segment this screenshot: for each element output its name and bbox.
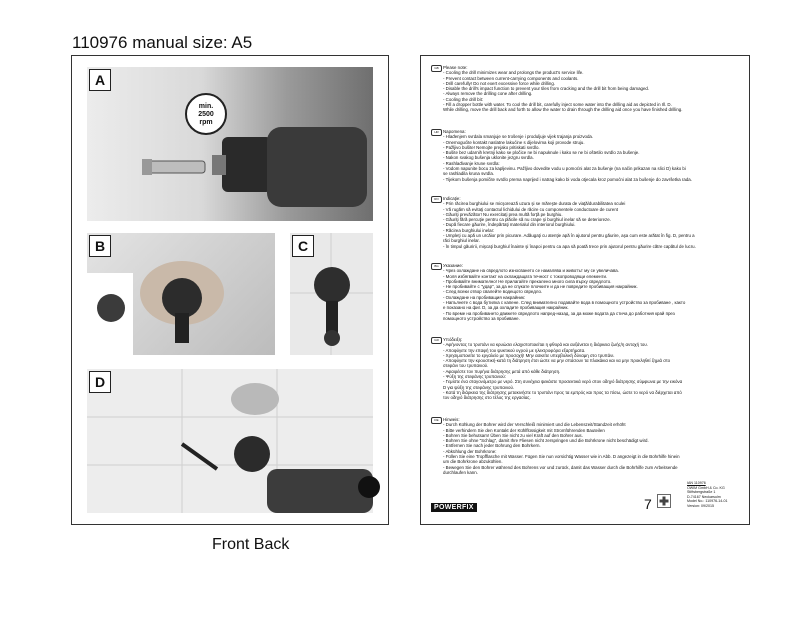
flag-bg-icon: BG: [431, 263, 442, 270]
panel-d-label: D: [89, 371, 111, 393]
photo-panel-d: [87, 369, 373, 513]
photo-panel-b: [87, 233, 275, 355]
swiss-cross-icon: [657, 494, 671, 508]
address-block: IAN 110976 OWIM GmbH & Co. KG Stiftsbergstraße 1 D-74167 Neckarsulm Model No.: 110976-14-01 Version: 09/2015: [687, 481, 728, 508]
drilling-with-water-illustration: [87, 369, 373, 513]
flag-gr-icon: GR: [431, 337, 442, 344]
photo-panel-a: [87, 67, 373, 221]
section-bg: BG Указание: - Чрез охлаждане на свредлото износването се намалява и животът му се увеличава. - Моля избягвайте контакт на охлаждащата течност с токопроводящи елементи. - Пробивайте внимателно! Не прилагайте прекалено много сила върху свредлото. - Не пробивайте с "удар", за да не спукате плочките и да не повредите пробиващия накрайник. - След всеки отвор свалейте водещото свредло. - Охлаждане на пробиващия накрайник: - Напълнете с вода бутилка с капене. След внимателно подавайте вода в помощното устройство за пробиване , както е показано на фиг. D, за да охладите пробиващия накрайник. - По време на пробиването движете свредлото напред-назад, за да може водата да стича до работния край през помощното устройство за пробиване.: [431, 263, 741, 321]
panel-c-label: C: [292, 235, 314, 257]
section-de: DE Hinweis: - Durch Kühlung der Bohrer wird der Verschleiß minimiert und die Lebenszeit/Standzeit erhöht - Bitte verhindern Sie den Kontakt der Kühlflüssigkeit mit Stromführenden Bauteilen - Bohren Sie behutsam! Üben Sie nicht zu viel Kraft auf den Bohrer aus. - Bohren Sie ohne "Schlag", damit Ihre Fliesen nicht zerspringen und die Bohrkrone nicht beschädigt wird. - Entfernen Sie nach jeder Bohrung den Bohrkern. - Abkühlung der Bohrkrone: - Füllen Sie eine Tropfflasche mit Wasser. Fügen Sie nun vorsichtig Wasser wie in Abb. D angezeigt in die Bohrhilfe hinein um die Bohrkrone abzukühlen. - Bewegen Sie den Bohrer während des Bohrens vor und zurück, damit das Wasser durch die Bohrhilfe zum Arbeitsende durchlaufen kann.: [431, 417, 741, 475]
page-title: 110976 manual size: A5: [72, 33, 253, 52]
flag-gb-icon: GB: [431, 65, 442, 72]
drilling-aid-illustration: [87, 233, 275, 355]
section-gr: GR Υπόδειξη: - Αφήνοντας το τρυπάνι να κρυώσει ελαχιστοποιείται η φθορά και αυξάνεται η διάρκεια ζωής/η αντοχή του. - Αποφύγετε την επαφή του ψυκτικού υγρού με ηλεκτροφόρα εξαρτήματα. - Χρησιμοποιείτε το εργαλείο με προσοχή! Μην ασκείτε υπερβολική δύναμη στο τρυπάνι. - Αποφύγετε την κρουστική-κατά τη διάτρηση έτσι ώστε να μην σπάσουν τα πλακάκια και να μην προκληθεί ζημιά στο στεφάνι του τρυπανιού. - Αφαιρέστε τον πυρήνα διάτρησης μετά από κάθε διάτρηση. - Ψύξη της στεφάνης τρυπανιού: - Γεμίστε ένα σταγονόμετρο με νερό. Στη συνέχεια ψεκάστε προσεκτικά νερό στον οδηγό διάτρησης σύμφωνα με την εικόνα D για ψύξη της στεφάνης τρυπανιού. - Κατά τη διάρκεια της διάτρησης μετακινήστε το τρυπάνι προς τα εμπρός και προς τα πίσω, ώστε το νερό να διέρχεται από τον οδηγό διάτρησης στο τέλος της εργασίας.: [431, 337, 741, 401]
section-hr: HR Napomena: - Hlađenjem svrdala smanjuje se trošenje i produljuje vijek trajanja proizvoda. - Onemogućite kontakt naslatne lakućine s dijelovima koji provode struju. - Pažljivo bušite! Nemojte prejako pritiskati svrdlo. - Bušite bez udarnih kretnji kako se pločice ne bi napuknule i kako se ne bi oštetilo svrdlo za bušenje. - Nakon svakog bušenja uklonite jezgru svrdla. - Rashlađivanje krune svrdla: - Vodom napunite bocu za kapljevinu. Pažljivo dovedite vodu u pomoćni alat za bušenje (na način prikazan na slici D) kako bi se rashladila kruna svrdla. - Tijekom bušenja pomičite svrdlo prema naprijed i natrag kako bi voda otjecala kroz pomoćni alat za bušenje do završetka rada.: [431, 129, 741, 182]
panel-a-label: A: [89, 69, 111, 91]
flag-de-icon: DE: [431, 417, 442, 424]
footer-label: Front Back: [212, 536, 290, 553]
panel-b-label: B: [89, 235, 111, 257]
section-ro: RO Indicaţie: - Prin răcirea burghiului se micşorează uzura şi se măreşte durata de viaţă/durabilitatea sculei - Vă rugăm să evitaţi contactul lichidului de răcire cu componentele conductoare de curent - Găuriţi prevăzător! Nu exercitaţi prea multă forţă pe burghiu. - Găuriţi fără percuţie pentru ca plăcile să nu crape şi burghiul inelar să se deterioreze. - După fiecare găurire, îndepărtaţi materialul din interiorul burghiului. - Răcirea burghiului inelar: - Umpleţi cu apă un urcăior prin picurare. Adăugaţi cu atenţie apă în ajutorul pentru găurire, aşa cum este arătat în fig. D, pentru a răci burghiul inelar. - În timpul găuririi, mişcaţi burghiul înainte şi înapoi pentru ca apa să poată trece prin ajutorul pentru găurire către capătul de lucru.: [431, 196, 741, 249]
powerfix-logo: POWERFIX: [431, 503, 477, 512]
page-number: 7: [644, 496, 652, 512]
flag-hr-icon: HR: [431, 129, 442, 136]
safety-goggles-icon: [358, 476, 380, 498]
left-page-front: [71, 55, 389, 525]
speed-badge: min. 2500 rpm: [185, 93, 227, 135]
section-gb: GB Please note: - Cooling the drill minimizes wear and prolongs the product's service life. - Prevent contact between current-carrying components and coolants. - Drill carefully! Do not exert excessive force while drilling. - Disable the drill's impact function to prevent your tiles from cracking and the drill bit from being damaged. - Always remove the drilling cone after drilling. - Cooling the drill bit: - Fill a dropper bottle with water. To cool the drill bit, carefully inject some water into the drilling aid as depicted in Ill. D. While drilling, move the drill back and forth to allow the water to drain through the drilling aid once you have finished drilling.: [431, 65, 741, 113]
flag-ro-icon: RO: [431, 196, 442, 203]
right-page-back: [420, 55, 750, 525]
drill-illustration: [87, 67, 373, 221]
